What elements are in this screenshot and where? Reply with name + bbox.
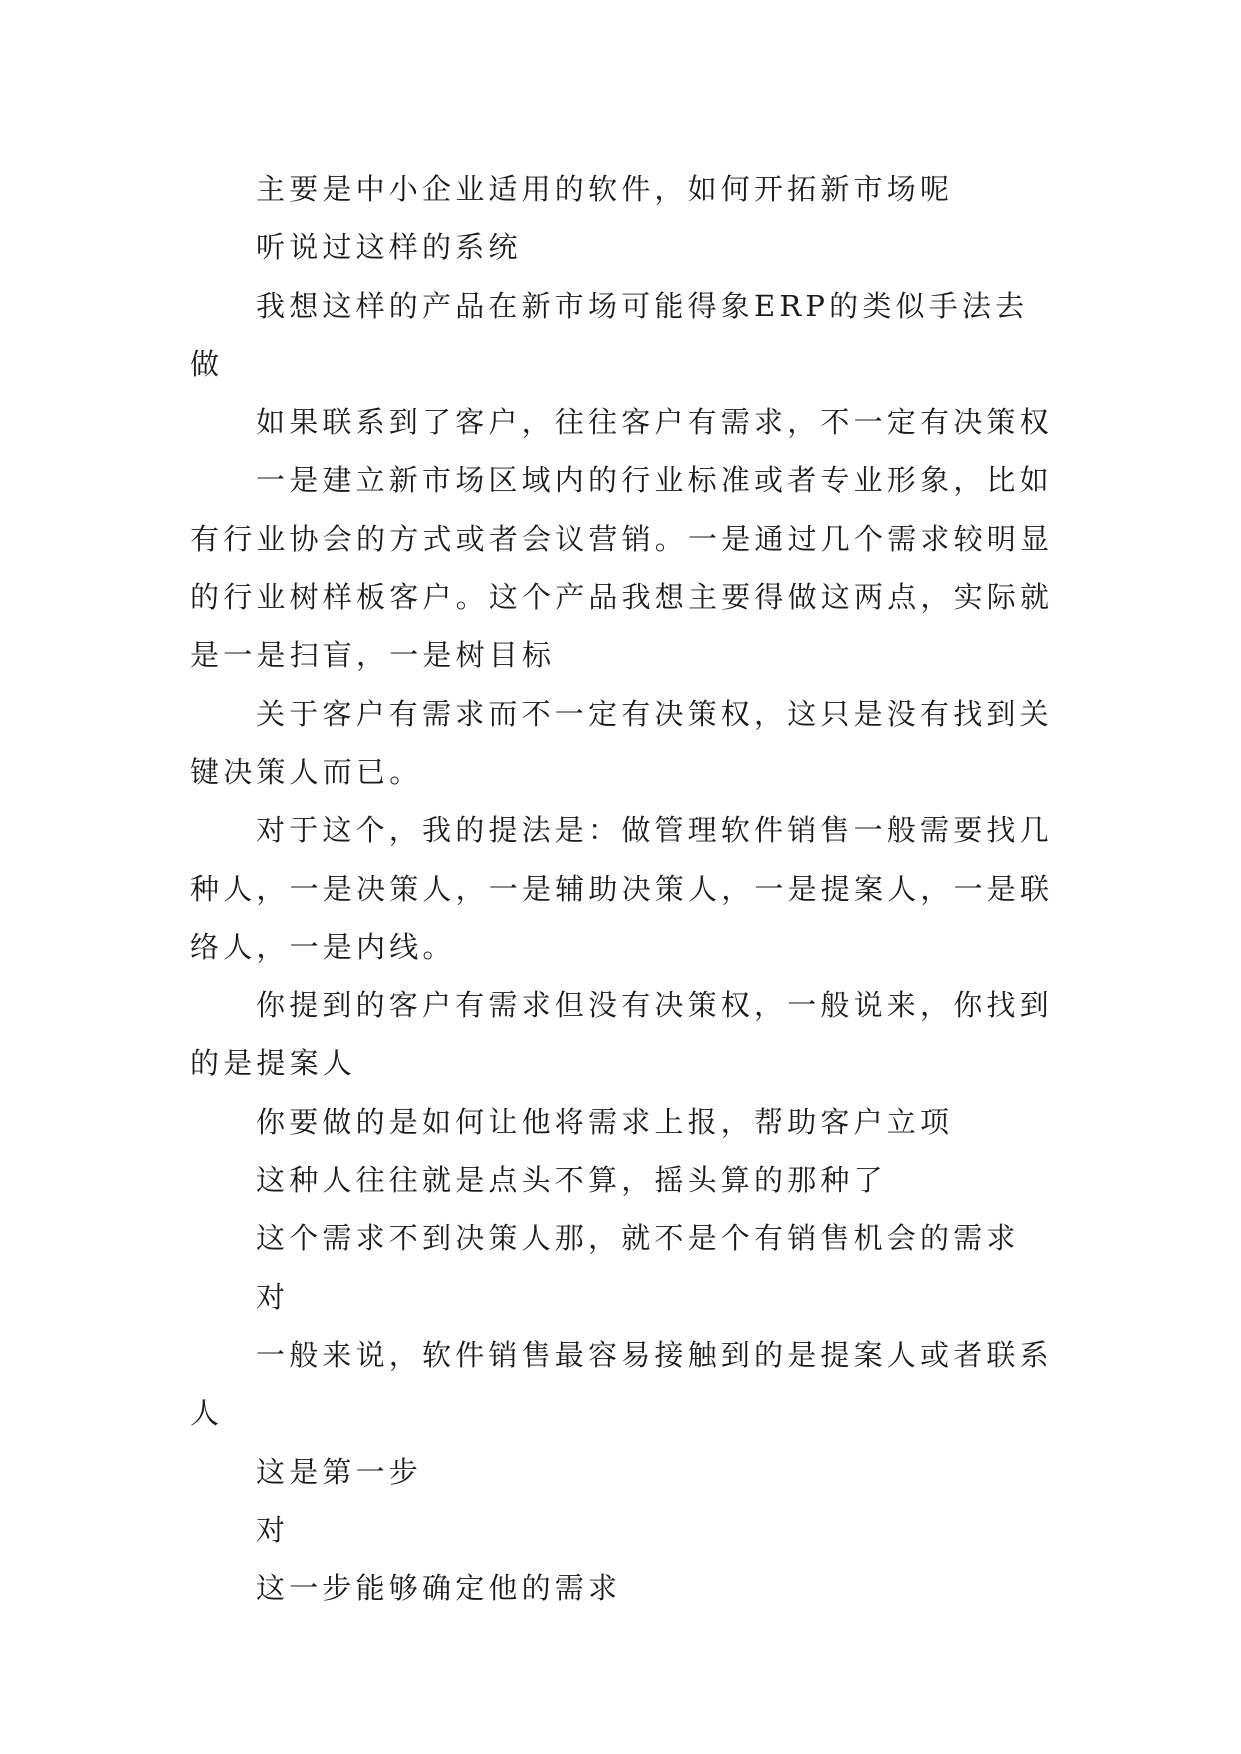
- paragraph: 这个需求不到决策人那，就不是个有销售机会的需求: [256, 1221, 1020, 1256]
- paragraph: 对: [256, 1512, 290, 1547]
- paragraph: 一是建立新市场区域内的行业标准或者专业形象，比如有行业协会的方式或者会议营销。一是通过几个需求较明显的行业树样板客户。这个产品我想主要得做这两点，实际就是一是扫盲，一是树目标: [190, 463, 1054, 673]
- paragraph: 你提到的客户有需求但没有决策权，一般说来，你找到的是提案人: [190, 988, 1053, 1081]
- paragraph: 这种人往往就是点头不算，摇头算的那种了: [256, 1163, 887, 1198]
- paragraph: 听说过这样的系统: [256, 230, 522, 265]
- paragraph: 你要做的是如何让他将需求上报，帮助客户立项: [256, 1104, 954, 1139]
- paragraph: 关于客户有需求而不一定有决策权，这只是没有找到关键决策人而已。: [190, 696, 1053, 789]
- paragraph: 主要是中小企业适用的软件，如何开拓新市场呢: [256, 172, 954, 206]
- paragraph: 一般来说，软件销售最容易接触到的是提案人或者联系人: [190, 1337, 1053, 1431]
- document-body: [190, 160, 1056, 1617]
- paragraph: 对: [256, 1279, 290, 1314]
- paragraph: 如果联系到了客户，往往客户有需求，不一定有决策权: [256, 405, 1053, 440]
- paragraph: 这是第一步: [256, 1454, 423, 1489]
- paragraph: 这一步能够确定他的需求: [256, 1571, 622, 1606]
- paragraph: 我想这样的产品在新市场可能得象ERP的类似手法去做: [190, 288, 1029, 381]
- paragraph: 对于这个，我的提法是：做管理软件销售一般需要找几种人，一是决策人，一是辅助决策人，一是提案人，一是联络人，一是内线。: [190, 813, 1054, 964]
